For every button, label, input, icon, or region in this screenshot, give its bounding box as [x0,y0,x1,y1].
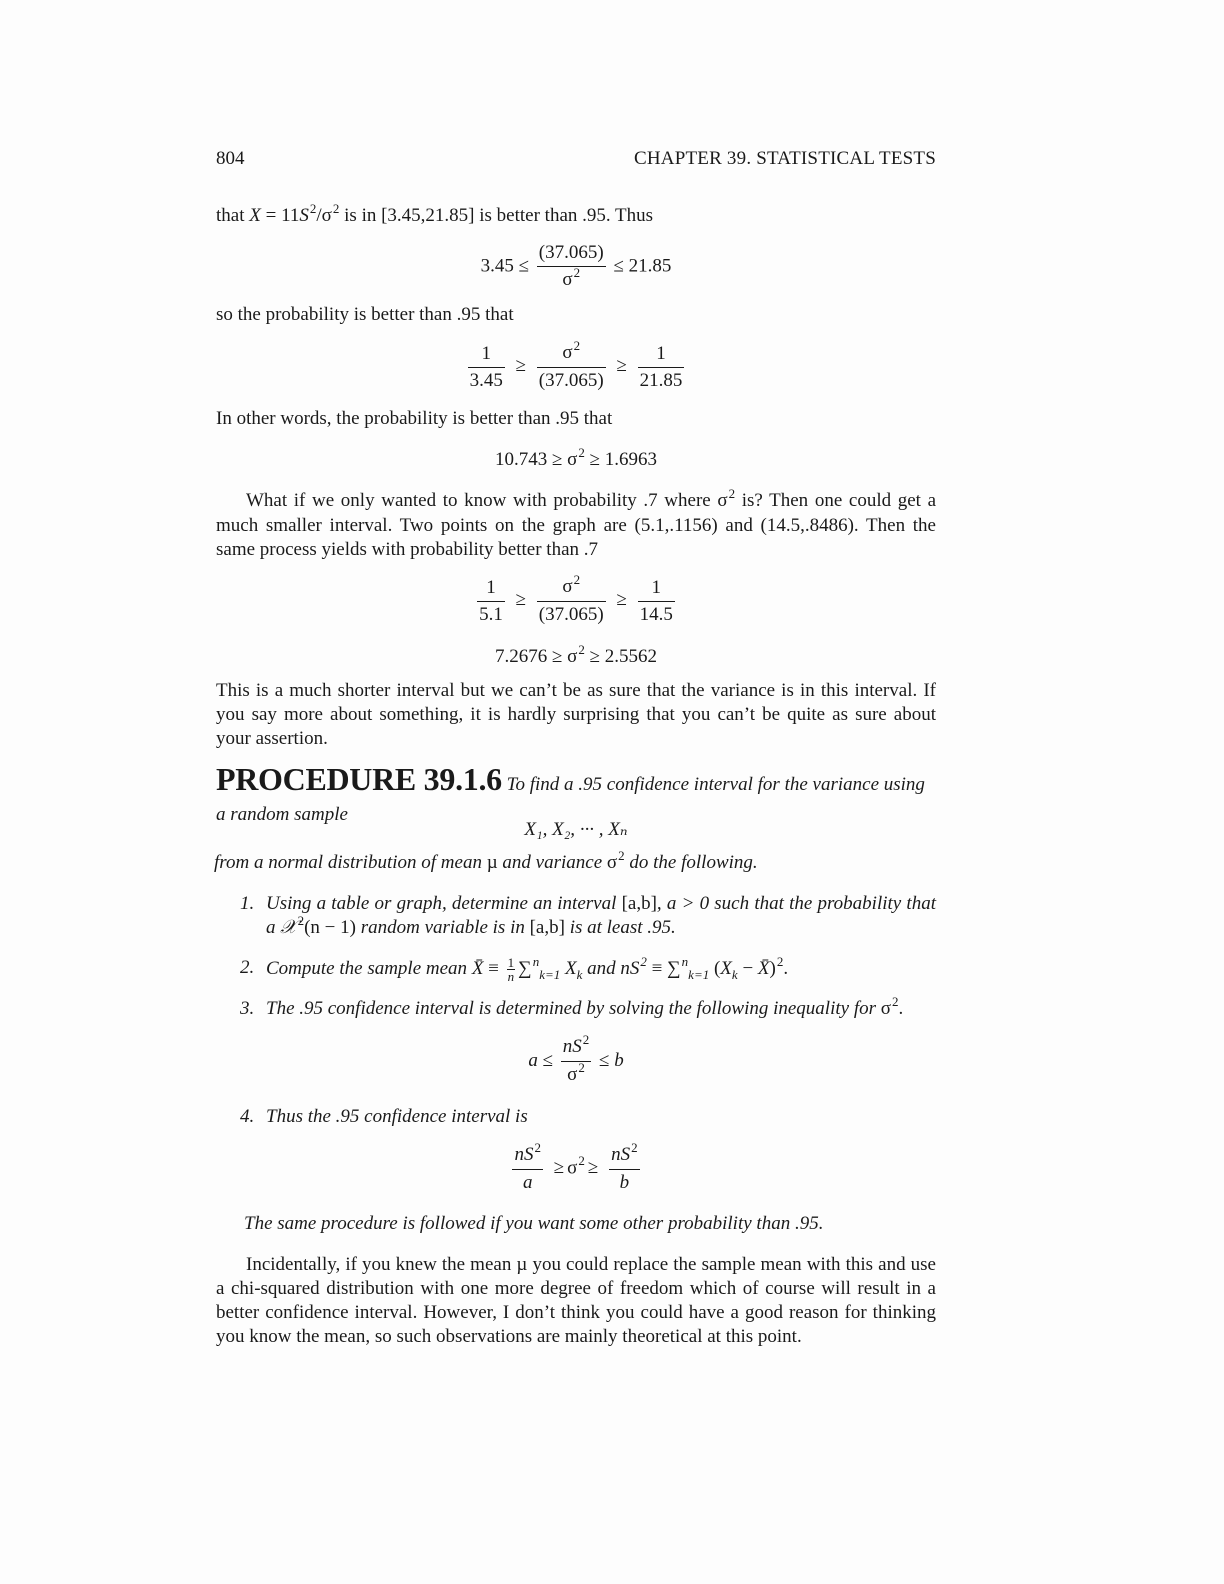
procedure-step-1: 1. Using a table or graph, determine an interval [a,b], a > 0 such that the probability that a 𝒳$^2$(n − 1) random variable is in [a,b] is at least .95. [240,893,936,938]
procedure-step-2: 2. Compute the sample mean X̄ ≡ $\frac{1}{n}$ ∑$^n_{k=1}$ $X_k$ and $nS^2 \equiv \sum^n_{k=1}$ ($X_k$ − X̄)$^2$. [240,953,789,984]
paragraph-shorter-interval: This is a much shorter interval but we can’t be as sure that the variance is in this interval. If you say more about something, it is hardly surprising that you can’t be quite as sure about your assertion. [216,680,936,749]
procedure-step-4: 4. Thus the .95 confidence interval is [240,1106,528,1127]
chapter-title: CHAPTER 39. STATISTICAL TESTS [634,148,936,169]
equation-inequality: a ≤ $\frac{nS^2}{\sigma^2}$ ≤ b [528,1032,624,1085]
equation-5: $7.2676 \ge \sigma^2 \ge 2.5562$ [494,642,658,667]
procedure-note: The same procedure is followed if you want some other probability than .95. [244,1213,824,1234]
fraction: $\frac{(37.065)}{\sigma^2}$ [538,242,604,290]
equation-3: $10.743 \ge \sigma^2 \ge 1.6963$ [494,445,658,470]
paragraph-what-if: What if we only wanted to know with probability .7 where $\sigma^2$ is? Then one could get a much smaller interval. Two points on the graph are (5.1,.1156) and (14.5,.8486). Then the same process yields with probability better than .7 [216,486,937,560]
paragraph-so: so the probability is better than .95 that [216,304,514,325]
equation-confidence-interval: $\frac{nS^2}{a}$ ≥ $\sigma^2$ ≥ $\frac{nS^2}{b}$ [514,1140,638,1193]
paragraph-incidentally: Incidentally, if you knew the mean µ you could replace the sample mean with this and use a chi-squared distribution with one more degree of freedom which of course will result in a better confidence interval. However, I don’t think you could have a good reason for thinking you know the mean, so such observations are mainly theoretical at this point. [216,1254,936,1347]
page-number: 804 [216,148,245,169]
equation-1: 3.45 ≤ $\frac{(37.065)}{\sigma^2}$ ≤ 21.85 [480,242,672,290]
procedure-step-3: 3. The .95 confidence interval is determined by solving the following inequality for $\sigma^2$. [240,994,904,1019]
procedure-title: To find a .95 confidence interval for the variance using a random sample [216,774,925,825]
equation-4: $\frac{1}{5.1}$ ≥ $\frac{\sigma^2}{(37.065)}$ ≥ $\frac{1}{14.5}$ [479,572,673,625]
paragraph-intro: that $X = 11S^2/\sigma^2$ is in [3.45,21.85] is better than .95. Thus [216,201,654,226]
equation-2: $\frac{1}{3.45}$ ≥ $\frac{\sigma^2}{(37.065)}$ ≥ $\frac{1}{21.85}$ [469,338,683,391]
paragraph-other-words: In other words, the probability is better than .95 that [216,408,613,429]
sample-sequence: X₁, X₂, ··· , Xₙ [524,819,628,840]
procedure-from: from a normal distribution of mean µ and variance $\sigma^2$ do the following. [214,848,758,873]
procedure-heading: PROCEDURE 39.1.6 [216,761,502,797]
